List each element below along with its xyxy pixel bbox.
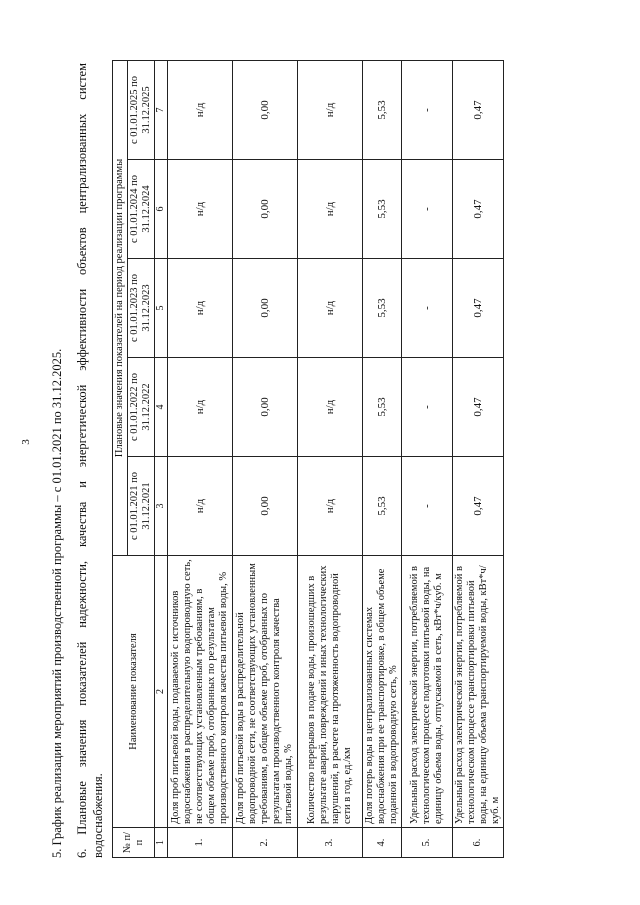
value-cell: - xyxy=(402,259,453,358)
value-cell: н/д xyxy=(298,358,363,457)
value-cell: - xyxy=(402,160,453,259)
value-cell: н/д xyxy=(168,259,233,358)
value-cell: 0,47 xyxy=(453,60,504,159)
column-index: 7 xyxy=(155,60,168,159)
table-row xyxy=(233,60,298,857)
table-header-row xyxy=(113,60,128,857)
value-cell: 0,47 xyxy=(453,160,504,259)
value-cell: н/д xyxy=(168,160,233,259)
header-group: Плановые значения показателей на период реализации программы xyxy=(113,60,128,555)
row-number: 4. xyxy=(363,828,402,858)
indicator-name: Доля проб питьевой воды, подаваемой с источников водоснабжения в распределительную водопроводную сеть, не соответствующих установленным требованиям, в общем объеме проб, отобранных по результатам производственного контроля качества питьевой воды, % xyxy=(168,556,233,828)
rotated-document xyxy=(50,58,640,858)
indicator-name: Доля потерь воды в централизованных системах водоснабжения при ее транспортировке, в общем объеме поданной в водопроводную сеть, % xyxy=(363,556,402,828)
value-cell: - xyxy=(402,60,453,159)
value-cell: 5,53 xyxy=(363,259,402,358)
value-cell: н/д xyxy=(168,60,233,159)
column-index: 6 xyxy=(155,160,168,259)
value-cell: н/д xyxy=(298,457,363,556)
row-number: 1. xyxy=(168,828,233,858)
indicator-name: Удельный расход электрической энергии, потребляемой в технологическом процессе подготовки питьевой воды, на единицу объема воды, отпускаемой в сеть, кВт*ч/куб. м xyxy=(402,556,453,828)
period-header: с 01.01.2022 по 31.12.2022 xyxy=(128,358,155,457)
indicator-name: Удельный расход электрической энергии, потребляемой в технологическом процессе транспортировки питьевой воды, на единицу объема транспортируемой воды, кВт*ч/куб. м xyxy=(453,556,504,828)
value-cell: н/д xyxy=(298,60,363,159)
value-cell: 0,47 xyxy=(453,358,504,457)
section-5-heading: 5. График реализации мероприятий производственной программы – с 01.01.2021 по 31.12.2025. xyxy=(50,348,64,858)
value-cell: 0,00 xyxy=(233,60,298,159)
value-cell: 0,00 xyxy=(233,259,298,358)
value-cell: 0,47 xyxy=(453,259,504,358)
value-cell: 5,53 xyxy=(363,457,402,556)
page-number: 3 xyxy=(20,439,32,445)
table-row xyxy=(363,60,402,857)
header-no: № п/п xyxy=(113,828,155,858)
value-cell: н/д xyxy=(298,259,363,358)
table-row xyxy=(168,60,233,857)
row-number: 3. xyxy=(298,828,363,858)
indicator-name: Доля проб питьевой воды в распределительной водопроводной сети, не соответствующих установленным требованиям, в общем объеме проб, отобранных по результатам производственного контроля качества питьевой воды, % xyxy=(233,556,298,828)
value-cell: н/д xyxy=(298,160,363,259)
column-index: 2 xyxy=(155,556,168,828)
indicator-name: Количество перерывов в подаче воды, произошедших в результате аварий, повреждений и иных технологических нарушений, в расчете на протяженность водопроводной сети в год, ед./км xyxy=(298,556,363,828)
period-header: с 01.01.2025 по 31.12.2025 xyxy=(128,60,155,159)
value-cell: 0,00 xyxy=(233,358,298,457)
row-number: 6. xyxy=(453,828,504,858)
column-index-row xyxy=(155,60,168,857)
value-cell: 0,00 xyxy=(233,160,298,259)
value-cell: 0,47 xyxy=(453,457,504,556)
column-index: 1 xyxy=(155,828,168,858)
table-row xyxy=(453,60,504,857)
row-number: 5. xyxy=(402,828,453,858)
value-cell: 0,00 xyxy=(233,457,298,556)
value-cell: 5,53 xyxy=(363,358,402,457)
row-number: 2. xyxy=(233,828,298,858)
period-header: с 01.01.2024 по 31.12.2024 xyxy=(128,160,155,259)
column-index: 5 xyxy=(155,259,168,358)
period-header: с 01.01.2021 по 31.12.2021 xyxy=(128,457,155,556)
column-index: 4 xyxy=(155,358,168,457)
value-cell: н/д xyxy=(168,457,233,556)
section-6-heading: 6. Плановые значения показателей надежности, качества и энергетической эффективности объектов централизованных систем водоснабжения. xyxy=(75,63,105,858)
value-cell: 5,53 xyxy=(363,60,402,159)
period-header: с 01.01.2023 по 31.12.2023 xyxy=(128,259,155,358)
value-cell: 5,53 xyxy=(363,160,402,259)
indicators-table xyxy=(112,60,504,858)
value-cell: н/д xyxy=(168,358,233,457)
header-name: Наименование показателя xyxy=(113,556,155,828)
value-cell: - xyxy=(402,457,453,556)
value-cell: - xyxy=(402,358,453,457)
column-index: 3 xyxy=(155,457,168,556)
table-row xyxy=(298,60,363,857)
table-row xyxy=(402,60,453,857)
